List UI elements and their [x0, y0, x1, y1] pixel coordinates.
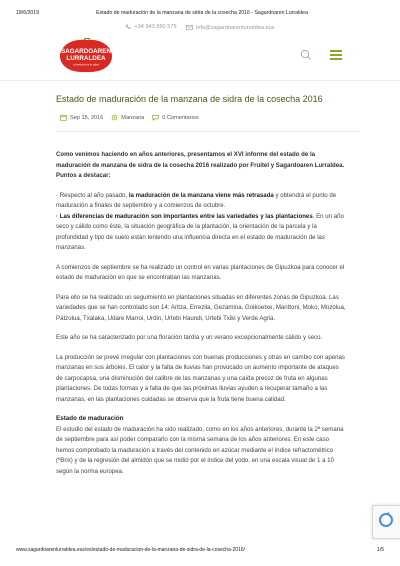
post-comments[interactable] [152, 114, 198, 121]
bullet1-bold: la maduración de la manzana viene más retrasada [128, 191, 274, 199]
header-divider [0, 80, 400, 81]
logo-tagline: el territorio de la sidra [73, 63, 99, 67]
post-date-text: Sep 15, 2016 [70, 114, 104, 121]
bullet2-suffix: . En un año seco y cálido como éste, la situación geográfica de la plantación, la orientación de la parcela y la profundidad y tipo de suelo están teniendo una influencia directa en el estado de maduración de las manzanas. [56, 212, 344, 251]
paragraph-varieties: Para ello se ha realizado un seguimiento en plantaciones situadas en diferentes zonas de Gipuzkoa. Las variedades que se han controlado son 14: Aritza, Errezila, Gezamina, Goikoetxe, Manttoni, Moko, Mozolua, Patzolua, Txalaka, Udare Marroi, Urdin, Urtebi Haundi, Urtebi Txiki y Verde Agria. [56, 293, 346, 322]
phone-number: +34 943 550 575 [134, 24, 177, 30]
site-logo[interactable] [58, 38, 114, 74]
contact-bar [0, 24, 400, 32]
print-page-title: Estado de maduración de la manzana de sidra de la cosecha 2016 - Sagardoaren Lurraldea [96, 10, 308, 16]
meta-divider [56, 131, 360, 132]
search-icon [300, 49, 312, 61]
phone-link[interactable] [125, 24, 176, 30]
print-date: 18/6/2019 [16, 10, 40, 16]
comment-icon [152, 114, 159, 121]
post-content [56, 150, 346, 486]
comments-link[interactable]: 0 Comentarios [162, 114, 199, 121]
email-address: info@sagardoarenlurraldea.eus [196, 24, 275, 31]
bullet2-bold: · Las diferencias de maduración son importantes entre las variedades y las plantaciones [56, 212, 313, 220]
intro-paragraph: Como venimos haciendo en años anteriores, presentamos el XVI informe del estado de la maduración de manzana de sidra de la cosecha 2016 realizado por Fruitel y Sagardoaren Lurraldea. Puntos a destacar: [56, 151, 345, 179]
post-title: Estado de maduración de la manzana de sidra de la cosecha 2016 [56, 94, 323, 104]
logo-line2: LURRALDEA [66, 55, 106, 62]
search-button[interactable] [300, 48, 312, 60]
hamburger-menu-button[interactable] [330, 50, 342, 60]
page-number: 1/5 [377, 547, 384, 553]
section-heading-estado: Estado de maduración [56, 415, 124, 422]
phone-icon [125, 24, 131, 30]
menu-bar-icon [330, 50, 342, 52]
paragraph-production: La producción se prevé irregular con plantaciones con buenas producciones y otras en cambio con apenas manzanas en sus árboles. El calor y la falta de lluvias han provocado un aumento importante de ataques de carpocapsa, una disminución del calibre de las manzanas y una caída precoz de fruta en algunas plantaciones. De todas formas y a falta de que las próximas lluvias ayuden a recuperar tamaño a las manzanas, en las plantaciones cuidadas se observa que la fruta tiene buena calidad. [56, 353, 345, 403]
bullet1-suffix: y obtendrá el punto de maduración a finales de septiembre y a comienzos de octubre. [56, 191, 337, 209]
email-link[interactable] [186, 25, 274, 31]
post-category[interactable] [111, 114, 144, 121]
recaptcha-icon [373, 506, 399, 538]
print-header [16, 10, 388, 20]
print-url: www.sagardoarenlurraldea.eus/es/estado-de-maduracion-de-la-manzana-de-sidra-de-la-cosecha-2016/ [16, 547, 246, 553]
menu-bar-icon [330, 58, 342, 60]
calendar-icon [60, 114, 67, 121]
folder-icon [111, 114, 118, 121]
bullet1-prefix: · Respecto al año pasado, [56, 191, 129, 199]
post-meta [60, 114, 207, 121]
recaptcha-badge[interactable] [372, 505, 400, 539]
menu-bar-icon [330, 54, 342, 56]
post-date [60, 114, 103, 121]
paragraph-estado: El estudio del estado de maduración ha sido realizado, como en los años anteriores, durante la 2ª semana de septiembre para así poder compararlo con la misma semana de los años anteriores. En este caso hemos comprobado la maduración a través del contenido en azúcar mediante el índice refractométrico (ºBrix) y de la regresión del almidón que se midió por el índice del yodo, en una escala visual de 1 a 10 según la norma europea. [56, 425, 344, 475]
logo-line1: SAGARDOAREN [60, 48, 112, 55]
envelope-icon [186, 25, 193, 30]
paragraph-climate: Este año se ha caracterizado por una floración tardía y un verano excepcionalmente cálido y seco. [56, 334, 323, 341]
paragraph-control: A comienzos de septiembre se ha realizado un control en varias plantaciones de Gipuzkoa para conocer el estado de maduración en que se encontraban las manzanas. [56, 263, 345, 281]
highlights-paragraph [56, 191, 346, 254]
category-link[interactable]: Manzana [121, 114, 145, 121]
